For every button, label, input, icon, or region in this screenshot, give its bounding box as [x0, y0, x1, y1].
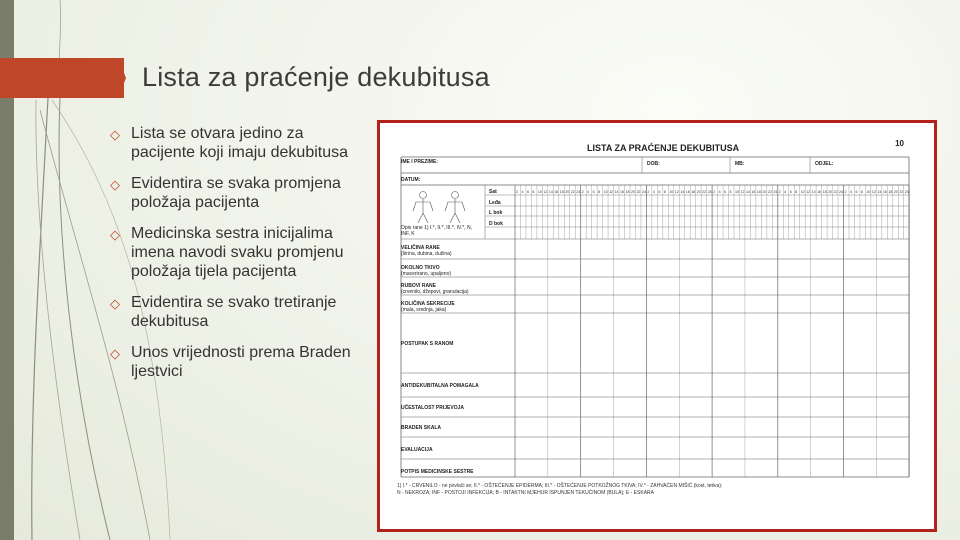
diamond-outline-icon: ◇: [110, 296, 120, 311]
hour-tick-label: 24: [641, 190, 646, 194]
hour-tick-label: 6: [724, 190, 727, 194]
hour-tick-label: 18: [888, 190, 893, 194]
bullet-item: [110, 343, 360, 381]
row-secretion: KOLIČINA SEKRECIJE (mala, srednja, jaka): [401, 301, 455, 313]
hour-tick-label: 6: [789, 190, 792, 194]
hour-tick-label: 20: [630, 190, 635, 194]
diamond-outline-icon: ◇: [110, 227, 120, 242]
hour-tick-label: 16: [882, 190, 887, 194]
hour-tick-label: 2: [844, 190, 847, 194]
hour-tick-label: 14: [680, 190, 685, 194]
row-nurse-signature: POTPIS MEDICINSKE SESTRE: [401, 469, 474, 475]
hour-tick-label: 8: [532, 190, 535, 194]
row-braden-scale: BRADEN SKALA: [401, 425, 441, 431]
hour-tick-label: 14: [877, 190, 882, 194]
hour-tick-label: 10: [800, 190, 805, 194]
hour-tick-label: 22: [767, 190, 772, 194]
hour-tick-label: 18: [756, 190, 761, 194]
hour-tick-label: 10: [735, 190, 739, 194]
bullet-item: [110, 174, 360, 212]
hour-tick-label: 10: [537, 190, 542, 194]
hour-tick-label: 2: [778, 190, 781, 194]
form-field-name: IME I PREZIME:: [401, 159, 438, 165]
bullet-text: Evidentira se svaka promjena položaja pacijenta: [131, 175, 341, 211]
hour-tick-label: 24: [707, 190, 712, 194]
hour-tick-label: 24: [839, 190, 844, 194]
footnote-line: 1) I.* - CRVENILO - ne povlači se; II.* - OŠTEĆENJE EPIDERMA; III.* - OŠTEĆENJE POTKOŽNOG TKIVA; IV.* - ZAHVAĆEN MIŠIĆ (kost, tetiva);: [397, 483, 723, 489]
title-accent-band: [0, 58, 124, 98]
hour-tick-label: 16: [751, 190, 756, 194]
bullet-text: Unos vrijednosti prema Braden ljestvici: [131, 344, 351, 380]
row-evaluation: EVALUACIJA: [401, 447, 433, 453]
hour-tick-label: 8: [729, 190, 732, 194]
row-anti-decubitus-aids: ANTIDEKUBITALNA POMAGALA: [401, 383, 479, 389]
hour-tick-label: 22: [833, 190, 838, 194]
hour-tick-label: 16: [554, 190, 559, 194]
hour-tick-label: 16: [817, 190, 822, 194]
hour-tick-label: 20: [893, 190, 898, 194]
bullet-list: [110, 124, 360, 393]
hour-tick-label: 12: [609, 190, 614, 194]
bullet-item: [110, 124, 360, 162]
hour-tick-label: 10: [603, 190, 608, 194]
hour-tick-label: 6: [855, 190, 858, 194]
hour-tick-label: 24: [576, 190, 581, 194]
hour-tick-label: 24: [773, 190, 778, 194]
hour-tick-label: 16: [685, 190, 690, 194]
hour-tick-label: 20: [565, 190, 570, 194]
hour-tick-label: 14: [745, 190, 750, 194]
position-label-left: L bok: [489, 210, 503, 216]
hour-tick-label: 4: [587, 190, 590, 194]
hour-tick-label: 16: [620, 190, 625, 194]
hour-tick-label: 4: [784, 190, 787, 194]
hour-tick-label: 14: [548, 190, 553, 194]
hour-tick-label: 14: [614, 190, 619, 194]
footnote-line: N - NEKROZA; INF - POSTOJI INFEKCIJA; B - INTAKTNI MJEHUR ISPUNJEN TEKUĆINOM (BULA); E - ESKARA: [397, 490, 654, 496]
hour-tick-label: 2: [647, 190, 650, 194]
diamond-outline-icon: ◇: [110, 127, 120, 142]
form-image-frame: [377, 120, 937, 532]
form-field-mb: MB:: [735, 161, 745, 167]
hour-tick-label: 20: [762, 190, 767, 194]
bullet-item: [110, 224, 360, 281]
pressure-ulcer-form: [397, 137, 914, 517]
hour-tick-label: 12: [871, 190, 876, 194]
hour-tick-label: 22: [636, 190, 641, 194]
form-field-odjel: ODJEL:: [815, 161, 834, 167]
hour-tick-label: 18: [691, 190, 696, 194]
hour-tick-label: 8: [860, 190, 863, 194]
hour-tick-label: 4: [652, 190, 655, 194]
hour-tick-label: 8: [795, 190, 798, 194]
hour-tick-label: 8: [598, 190, 601, 194]
hour-tick-label: 20: [828, 190, 833, 194]
hour-tick-label: 4: [718, 190, 721, 194]
hour-tick-label: 10: [866, 190, 871, 194]
row-wound-edges: RUBOVI RANE (crvenilo, džepovi, granulacija): [401, 283, 469, 295]
row-wound-procedure: POSTUPAK S RANOM: [401, 341, 454, 347]
row-surrounding-tissue: OKOLNO TKIVO (macerirano, upaljeno): [401, 265, 452, 277]
form-footnote: [397, 483, 914, 497]
row-wound-size: VELIČINA RANE (širina, dubina, dužina): [401, 245, 452, 257]
hour-tick-label: 12: [674, 190, 679, 194]
diamond-outline-icon: ◇: [110, 177, 120, 192]
row-repositioning-frequency: UČESTALOST PRIJEVOJA: [401, 405, 464, 411]
hour-tick-label: 6: [658, 190, 661, 194]
hour-tick-label: 18: [822, 190, 827, 194]
bullet-item: [110, 293, 360, 331]
hour-tick-label: 22: [702, 190, 707, 194]
hour-tick-label: 22: [570, 190, 575, 194]
hour-tick-label: 6: [526, 190, 529, 194]
position-label-back: Leđa: [489, 200, 501, 206]
form-field-dob: DOB:: [647, 161, 660, 167]
bullet-text: Medicinska sestra inicijalima imena navodi svaku promjenu položaja tijela pacijenta: [131, 225, 344, 280]
hour-tick-label: 2: [516, 190, 518, 194]
body-diagram-icon: [403, 189, 483, 225]
bullet-text: Lista se otvara jedino za pacijente koji imaju dekubitusa: [131, 125, 349, 161]
hour-tick-label: 8: [663, 190, 666, 194]
hour-tick-label: 18: [625, 190, 630, 194]
hour-tick-label: 24: [904, 190, 909, 194]
hour-tick-label: 4: [849, 190, 852, 194]
hour-tick-label: 10: [669, 190, 674, 194]
hour-tick-label: 12: [740, 190, 745, 194]
hour-tick-label: 12: [806, 190, 811, 194]
hour-tick-label: 2: [713, 190, 716, 194]
slide-title: Lista za praćenje dekubitusa: [142, 62, 490, 92]
form-title: LISTA ZA PRAĆENJE DEKUBITUSA: [587, 143, 740, 153]
bullet-text: Evidentira se svako tretiranje dekubitusa: [131, 294, 337, 330]
wound-caption: Opis rane 1) I.*, II.*, III.*, IV.*, N, INF, K: [401, 225, 472, 237]
hour-tick-label: 2: [581, 190, 584, 194]
hour-tick-label: 18: [559, 190, 564, 194]
form-field-date: DATUM:: [401, 177, 421, 183]
form-page-number: 10: [895, 139, 904, 148]
hour-tick-label: 4: [521, 190, 524, 194]
hour-tick-label: 14: [811, 190, 816, 194]
position-label-hour: Sat: [489, 189, 497, 195]
hour-tick-label: 12: [543, 190, 548, 194]
hour-tick-label: 22: [899, 190, 904, 194]
hour-tick-label: 6: [592, 190, 595, 194]
position-label-right: D bok: [489, 221, 503, 227]
hour-tick-label: 20: [696, 190, 701, 194]
diamond-outline-icon: ◇: [110, 346, 120, 361]
